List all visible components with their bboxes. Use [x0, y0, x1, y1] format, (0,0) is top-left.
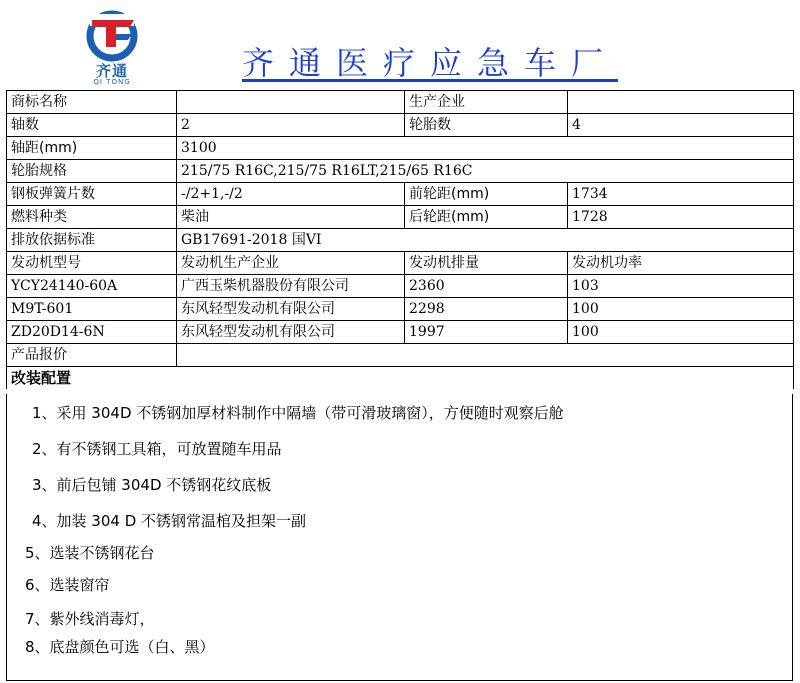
table-row	[7, 160, 794, 183]
value-axle-count: 2	[177, 114, 405, 137]
company-logo	[72, 10, 152, 88]
list-item: 6、选装窗帘	[25, 576, 110, 594]
label-wheelbase: 轴距(mm)	[7, 137, 177, 160]
logo-text: 齐通	[95, 62, 128, 80]
label-axle-count: 轴数	[7, 114, 177, 137]
value-emission-standard: GB17691-2018 国VI	[177, 229, 794, 252]
table-row	[7, 275, 794, 298]
value-tire-spec: 215/75 R16C,215/75 R16LT,215/65 R16C	[177, 160, 794, 183]
value-rear-track: 1728	[568, 206, 794, 229]
modification-heading-row	[7, 367, 794, 390]
engine-displacement: 2298	[405, 298, 568, 321]
value-wheelbase: 3100	[177, 137, 794, 160]
value-manufacturer	[568, 91, 794, 114]
table-row	[7, 183, 794, 206]
modification-heading: 改装配置	[7, 367, 794, 390]
value-front-track: 1734	[568, 183, 794, 206]
label-leaf-springs: 钢板弹簧片数	[7, 183, 177, 206]
list-item: 4、加装 304 D 不锈钢常温棺及担架一副	[32, 512, 307, 530]
value-fuel-type: 柴油	[177, 206, 405, 229]
page-header	[0, 0, 800, 90]
label-tire-spec: 轮胎规格	[7, 160, 177, 183]
list-item: 1、采用 304D 不锈钢加厚材料制作中隔墙（带可滑玻璃窗），方便随时观察后舱	[32, 404, 564, 422]
engine-header-displacement: 发动机排量	[405, 252, 568, 275]
table-row	[7, 229, 794, 252]
label-product-price: 产品报价	[7, 344, 177, 367]
table-row	[7, 321, 794, 344]
engine-displacement: 2360	[405, 275, 568, 298]
table-row	[7, 137, 794, 160]
label-front-track: 前轮距(mm)	[405, 183, 568, 206]
label-emission-standard: 排放依据标准	[7, 229, 177, 252]
list-item: 2、有不锈钢工具箱，可放置随车用品	[32, 440, 282, 458]
value-brand-name	[177, 91, 405, 114]
table-row	[7, 344, 794, 367]
label-manufacturer: 生产企业	[405, 91, 568, 114]
list-item: 5、选装不锈钢花台	[25, 544, 155, 562]
engine-header-power: 发动机功率	[568, 252, 794, 275]
table-row	[7, 91, 794, 114]
value-product-price	[177, 344, 794, 367]
engine-maker: 东风轻型发动机有限公司	[177, 321, 405, 344]
list-item: 3、前后包铺 304D 不锈钢花纹底板	[32, 476, 272, 494]
label-brand-name: 商标名称	[7, 91, 177, 114]
engine-header-row	[7, 252, 794, 275]
engine-displacement: 1997	[405, 321, 568, 344]
engine-header-model: 发动机型号	[7, 252, 177, 275]
logo-subtext: QI TONG	[93, 78, 131, 86]
page-title: 齐通医疗应急车厂	[241, 44, 618, 82]
list-item: 8、底盘颜色可选（白、黑）	[25, 638, 215, 656]
spec-table	[6, 90, 794, 389]
engine-maker: 广西玉柴机器股份有限公司	[177, 275, 405, 298]
table-row	[7, 206, 794, 229]
table-row	[7, 298, 794, 321]
engine-model: M9T-601	[7, 298, 177, 321]
engine-model: ZD20D14-6N	[7, 321, 177, 344]
engine-model: YCY24140-60A	[7, 275, 177, 298]
label-fuel-type: 燃料种类	[7, 206, 177, 229]
logo-emblem-icon	[72, 10, 152, 62]
list-item: 7、紫外线消毒灯，	[25, 610, 155, 628]
value-leaf-springs: -/2+1,-/2	[177, 183, 405, 206]
engine-maker: 东风轻型发动机有限公司	[177, 298, 405, 321]
engine-power: 100	[568, 298, 794, 321]
engine-power: 100	[568, 321, 794, 344]
label-tire-count: 轮胎数	[405, 114, 568, 137]
modification-list	[6, 394, 793, 681]
table-row	[7, 114, 794, 137]
label-rear-track: 后轮距(mm)	[405, 206, 568, 229]
engine-power: 103	[568, 275, 794, 298]
value-tire-count: 4	[568, 114, 794, 137]
engine-header-maker: 发动机生产企业	[177, 252, 405, 275]
